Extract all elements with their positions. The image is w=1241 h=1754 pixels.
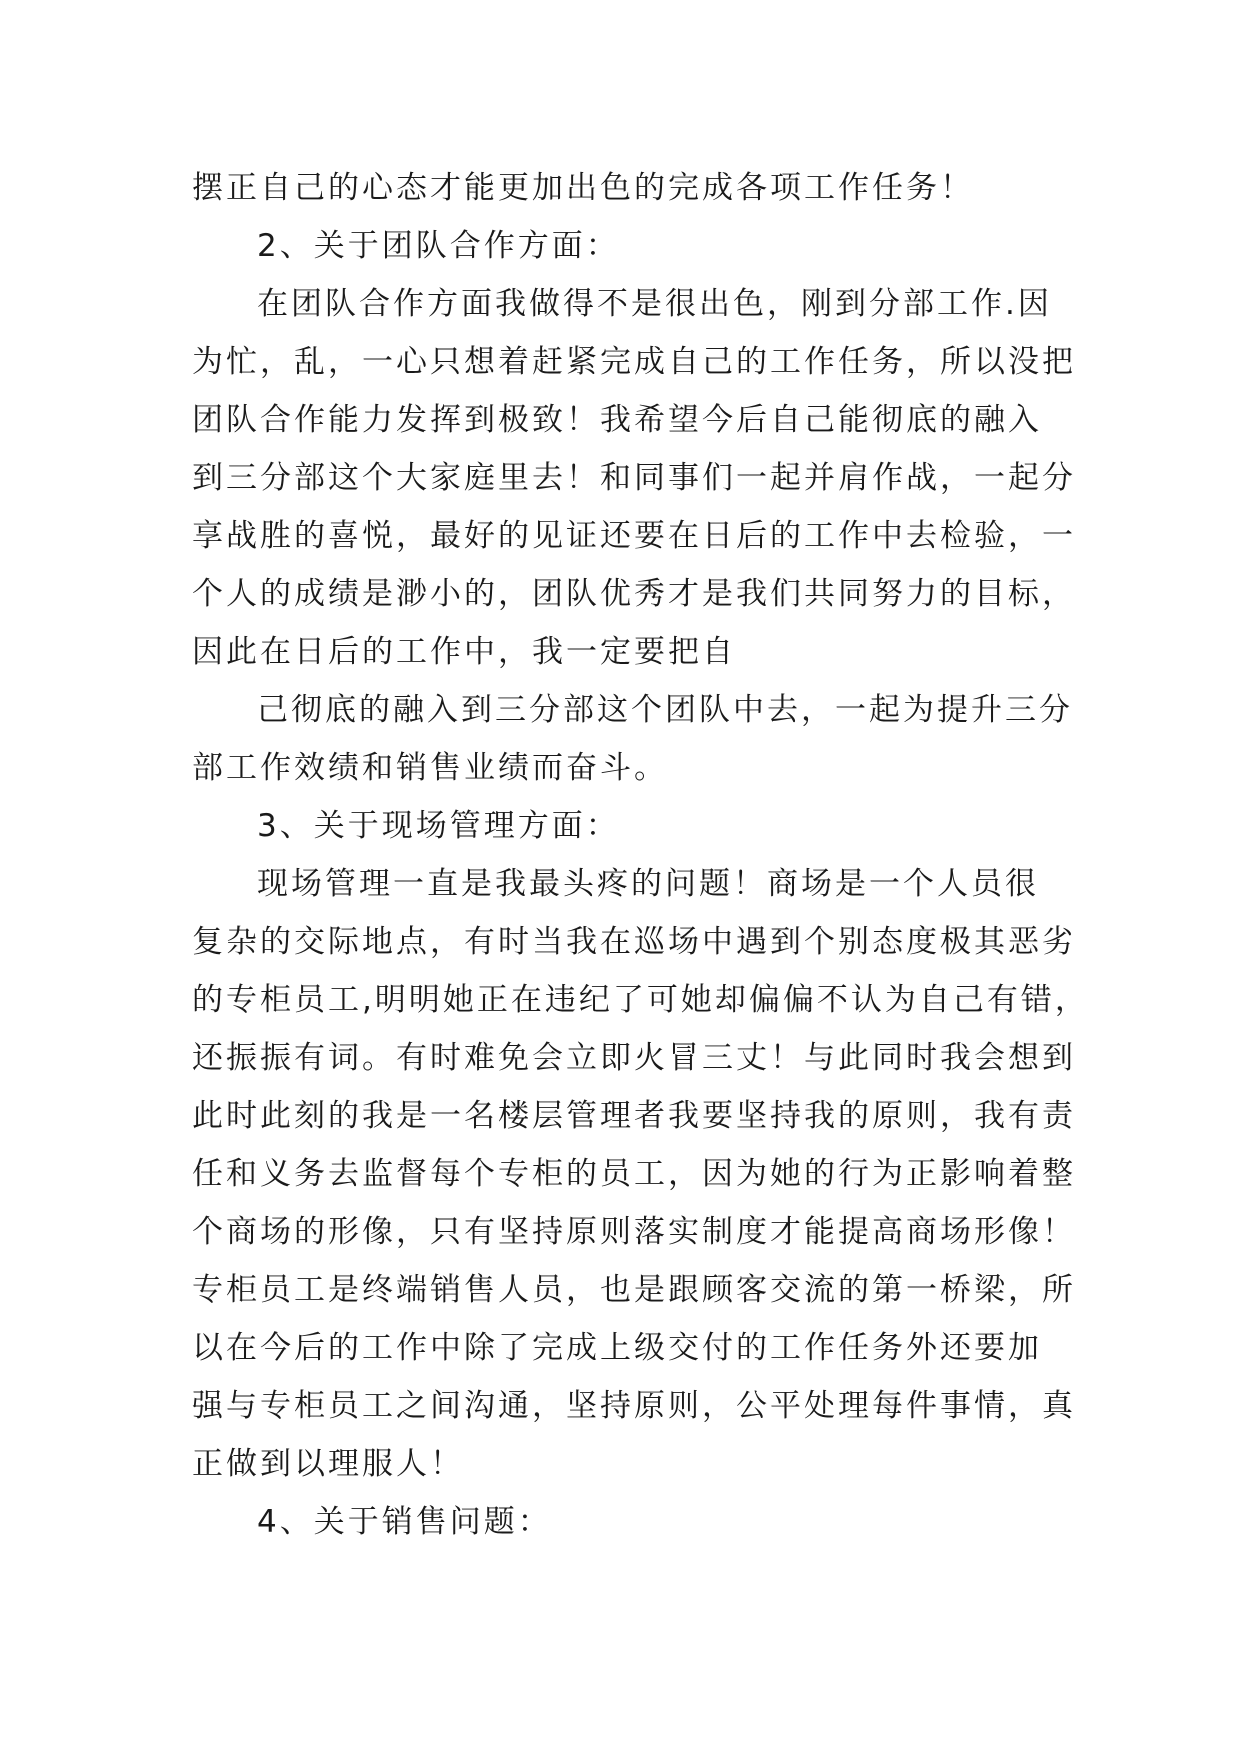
section-heading-site-management: 3、关于现场管理方面：: [257, 808, 620, 844]
paragraph-line: 复杂的交际地点，有时当我在巡场中遇到个别态度极其恶劣: [192, 924, 1076, 960]
paragraph-line: 以在今后的工作中除了完成上级交付的工作任务外还要加: [192, 1330, 1042, 1366]
paragraph-line: 现场管理一直是我最头疼的问题！商场是一个人员很: [257, 866, 1039, 902]
paragraph-line: 专柜员工是终端销售人员，也是跟顾客交流的第一桥梁，所: [192, 1272, 1076, 1308]
paragraph-line: 的专柜员工,明明她正在违纪了可她却偏偏不认为自己有错，: [192, 982, 1089, 1018]
paragraph-line: 因此在日后的工作中，我一定要把自: [192, 634, 736, 670]
paragraph-line: 享战胜的喜悦，最好的见证还要在日后的工作中去检验，一: [192, 518, 1076, 554]
paragraph-line: 部工作效绩和销售业绩而奋斗。: [192, 750, 668, 786]
paragraph-line: 正做到以理服人！: [192, 1446, 464, 1482]
paragraph-line: 为忙，乱，一心只想着赶紧完成自己的工作任务，所以没把: [192, 344, 1076, 380]
paragraph-line: 还振振有词。有时难免会立即火冒三丈！与此同时我会想到: [192, 1040, 1076, 1076]
paragraph-line: 个人的成绩是渺小的，团队优秀才是我们共同努力的目标，: [192, 576, 1076, 612]
paragraph-line: 个商场的形像，只有坚持原则落实制度才能提高商场形像！: [192, 1214, 1076, 1250]
paragraph-line: 任和义务去监督每个专柜的员工，因为她的行为正影响着整: [192, 1156, 1076, 1192]
paragraph-line: 团队合作能力发挥到极致！我希望今后自己能彻底的融入: [192, 402, 1042, 438]
paragraph-line: 在团队合作方面我做得不是很出色，刚到分部工作.因: [257, 286, 1052, 322]
section-heading-teamwork: 2、关于团队合作方面：: [257, 228, 620, 264]
paragraph-line: 此时此刻的我是一名楼层管理者我要坚持我的原则，我有责: [192, 1098, 1076, 1134]
paragraph-line: 己彻底的融入到三分部这个团队中去，一起为提升三分: [257, 692, 1073, 728]
paragraph-line: 摆正自己的心态才能更加出色的完成各项工作任务！: [192, 170, 974, 206]
section-heading-sales: 4、关于销售问题：: [257, 1504, 552, 1540]
paragraph-line: 到三分部这个大家庭里去！和同事们一起并肩作战，一起分: [192, 460, 1076, 496]
paragraph-line: 强与专柜员工之间沟通，坚持原则，公平处理每件事情，真: [192, 1388, 1076, 1424]
